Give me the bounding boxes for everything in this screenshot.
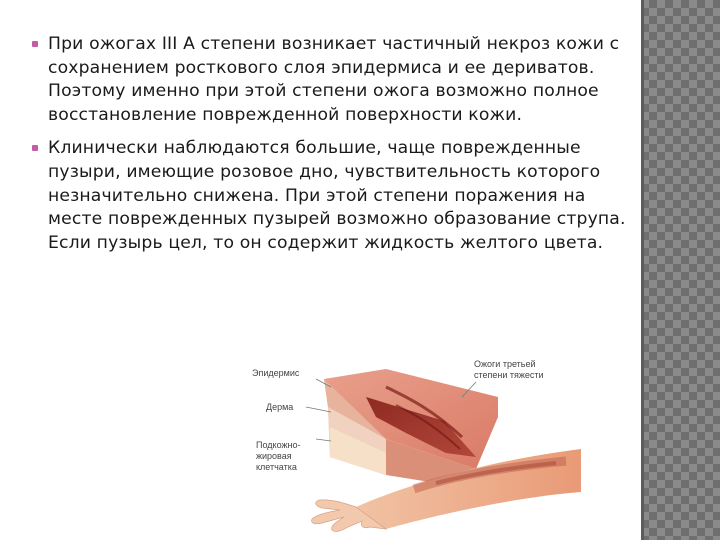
label-epidermis: Эпидермис (252, 368, 300, 378)
bullet-item (28, 33, 628, 127)
label-subcutis-1: Подкожно- (256, 440, 301, 450)
bullet-list (28, 33, 628, 265)
bullet-marker-icon (32, 145, 38, 151)
decorative-side-strip (641, 0, 720, 540)
bullet-text: При ожогах III А степени возникает частичный некроз кожи с сохранением росткового слоя эпидермиса и ее дериватов. Поэтому именно при этой степени ожога возможно полное восстановление поврежденной поверхности кожи. (48, 34, 620, 125)
bullet-text: Клинически наблюдаются большие, чаще поврежденные пузыри, имеющие розовое дно, чувствительность которого незначительно снижена. При этой степени поражения на месте поврежденных пузырей возможно образование струпа. Если пузырь цел, то он содержит жидкость желтого цвета. (48, 138, 626, 253)
label-dermis: Дерма (266, 402, 294, 412)
label-subcutis-2: жировая (256, 451, 292, 461)
bullet-marker-icon (32, 41, 38, 47)
bullet-item (28, 137, 628, 255)
label-subcutis-3: клетчатка (256, 462, 297, 472)
burn-illustration (236, 357, 581, 535)
label-burn-1: Ожоги третьей (474, 359, 536, 369)
label-burn-2: степени тяжести (474, 370, 544, 380)
